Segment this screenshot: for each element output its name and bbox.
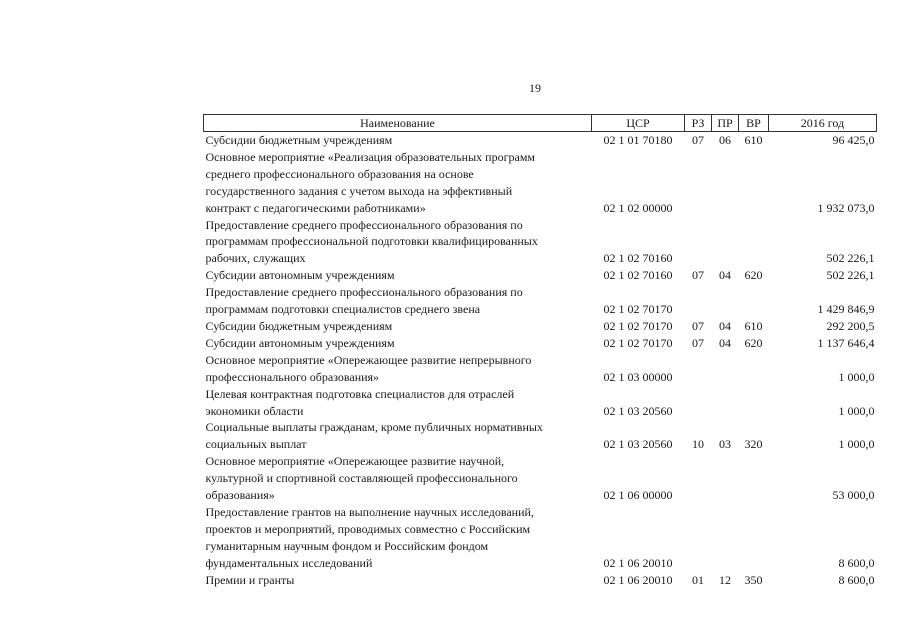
row-name-line: экономики области	[205, 403, 304, 418]
header-sum: 2016 год	[769, 115, 877, 132]
row-pr	[712, 504, 739, 572]
row-name-line: Предоставление грантов на выполнение научных исследований,	[205, 504, 534, 519]
row-sum: 502 226,1	[826, 251, 875, 266]
row-name	[204, 453, 592, 504]
row-rz	[685, 386, 712, 420]
row-name-line: культурной и спортивной составляющей профессионального	[205, 471, 518, 486]
row-sum: 292 200,5	[826, 318, 875, 333]
row-csr: 02 1 06 20010	[603, 555, 673, 570]
row-pr: 04	[719, 318, 731, 333]
row-sum: 1 000,0	[838, 369, 875, 384]
row-name-line: программам подготовки специалистов среднего звена	[205, 302, 481, 317]
row-name-line: Основное мероприятие «Реализация образовательных программ	[205, 149, 536, 164]
row-name	[204, 267, 592, 284]
row-name	[204, 419, 592, 453]
table-row	[204, 318, 877, 335]
header-pr: ПР	[712, 115, 739, 132]
row-name	[204, 284, 592, 318]
row-name	[204, 335, 592, 352]
row-name-line: Социальные выплаты гражданам, кроме публичных нормативных	[205, 420, 543, 435]
row-pr: 06	[719, 133, 731, 147]
row-rz	[685, 284, 712, 318]
row-rz: 07	[692, 268, 704, 283]
header-vr: ВР	[739, 115, 769, 132]
row-vr	[739, 453, 769, 504]
table-row	[204, 352, 877, 386]
row-name-line: программам профессиональной подготовки квалифицированных	[205, 234, 538, 249]
row-rz	[685, 149, 712, 217]
row-sum: 502 226,1	[826, 268, 875, 283]
row-name-line: государственного задания с учетом выхода на эффективный	[205, 183, 513, 198]
row-pr	[712, 453, 739, 504]
row-name	[204, 352, 592, 386]
row-rz: 07	[692, 318, 704, 333]
row-csr: 02 1 06 00000	[603, 488, 673, 503]
row-csr: 02 1 02 70160	[603, 268, 673, 283]
row-csr: 02 1 02 70170	[603, 318, 673, 333]
row-vr	[739, 149, 769, 217]
row-name-line: фундаментальных исследований	[205, 555, 373, 570]
row-name	[204, 386, 592, 420]
row-name-line: Субсидии автономным учреждениям	[205, 335, 395, 350]
row-sum: 53 000,0	[832, 488, 875, 503]
row-sum: 8 600,0	[838, 572, 875, 587]
row-name	[204, 132, 592, 149]
page-number: 19	[529, 81, 541, 95]
table-row	[204, 132, 877, 149]
row-csr: 02 1 01 70180	[603, 133, 673, 147]
row-sum: 1 137 646,4	[817, 335, 875, 350]
row-pr	[712, 217, 739, 268]
row-sum: 1 932 073,0	[817, 200, 875, 215]
row-name-line: Основное мероприятие «Опережающее развитие непрерывного	[205, 352, 532, 367]
row-pr: 12	[719, 572, 731, 587]
row-pr	[712, 386, 739, 420]
table-row	[204, 386, 877, 420]
row-vr	[739, 386, 769, 420]
header-rz: РЗ	[685, 115, 712, 132]
row-sum: 1 000,0	[838, 403, 875, 418]
table-row	[204, 149, 877, 217]
row-vr: 620	[744, 335, 763, 350]
row-csr: 02 1 06 20010	[603, 572, 673, 587]
row-rz	[685, 504, 712, 572]
row-sum: 1 000,0	[838, 437, 875, 452]
row-rz: 01	[692, 572, 704, 587]
header-name: Наименование	[204, 115, 592, 132]
row-vr: 320	[744, 437, 763, 452]
row-name-line: социальных выплат	[205, 437, 307, 452]
row-csr: 02 1 02 70160	[603, 251, 673, 266]
row-vr: 610	[744, 133, 763, 147]
row-name-line: рабочих, служащих	[205, 251, 306, 266]
row-rz: 07	[692, 133, 704, 147]
row-pr: 04	[719, 335, 731, 350]
row-vr: 610	[744, 318, 763, 333]
row-name	[204, 217, 592, 268]
row-csr: 02 1 03 00000	[603, 369, 673, 384]
row-name-line: Предоставление среднего профессионального образования по	[205, 285, 523, 300]
table-row	[204, 284, 877, 318]
row-pr: 04	[719, 268, 731, 283]
row-name-line: Основное мероприятие «Опережающее развитие научной,	[205, 454, 505, 469]
row-name-line: среднего профессионального образования на основе	[205, 166, 474, 181]
row-name	[204, 504, 592, 572]
row-rz	[685, 217, 712, 268]
row-name-line: образования»	[205, 488, 275, 503]
row-name	[204, 318, 592, 335]
table-header-row	[204, 115, 877, 132]
row-rz	[685, 453, 712, 504]
row-sum: 96 425,0	[832, 133, 875, 147]
header-csr: ЦСР	[592, 115, 685, 132]
row-name	[204, 149, 592, 217]
row-name-line: Премии и гранты	[205, 572, 295, 587]
row-vr	[739, 352, 769, 386]
budget-table	[203, 114, 877, 588]
row-name-line: Целевая контрактная подготовка специалистов для отраслей	[205, 386, 515, 401]
row-sum: 8 600,0	[838, 555, 875, 570]
row-rz: 07	[692, 335, 704, 350]
table-row	[204, 335, 877, 352]
table-row	[204, 217, 877, 268]
table-row	[204, 267, 877, 284]
row-name-line: Субсидии бюджетным учреждениям	[205, 318, 393, 333]
row-csr: 02 1 02 70170	[603, 335, 673, 350]
table-row	[204, 419, 877, 453]
row-name-line: проектов и мероприятий, проводимых совместно с Российским	[205, 521, 531, 536]
table-row	[204, 572, 877, 589]
row-name-line: Субсидии автономным учреждениям	[205, 268, 395, 283]
row-name	[204, 572, 592, 589]
row-vr: 620	[744, 268, 763, 283]
row-vr	[739, 284, 769, 318]
table-row	[204, 504, 877, 572]
row-csr: 02 1 02 00000	[603, 200, 673, 215]
row-sum: 1 429 846,9	[817, 302, 875, 317]
table-row	[204, 453, 877, 504]
table-body	[204, 132, 877, 589]
row-rz: 10	[692, 437, 704, 452]
row-pr: 03	[719, 437, 731, 452]
row-name-line: гуманитарным научным фондом и Российским фондом	[205, 538, 489, 553]
row-pr	[712, 149, 739, 217]
row-vr	[739, 217, 769, 268]
row-name-line: профессионального образования»	[205, 369, 380, 384]
row-vr	[739, 504, 769, 572]
row-pr	[712, 284, 739, 318]
row-name-line: Субсидии бюджетным учреждениям	[205, 133, 393, 147]
row-csr: 02 1 03 20560	[603, 403, 673, 418]
row-name-line: контракт с педагогическими работниками»	[205, 200, 426, 215]
row-csr: 02 1 02 70170	[603, 302, 673, 317]
row-vr: 350	[744, 572, 763, 587]
row-name-line: Предоставление среднего профессионального образования по	[205, 217, 523, 232]
row-csr: 02 1 03 20560	[603, 437, 673, 452]
row-rz	[685, 352, 712, 386]
row-pr	[712, 352, 739, 386]
